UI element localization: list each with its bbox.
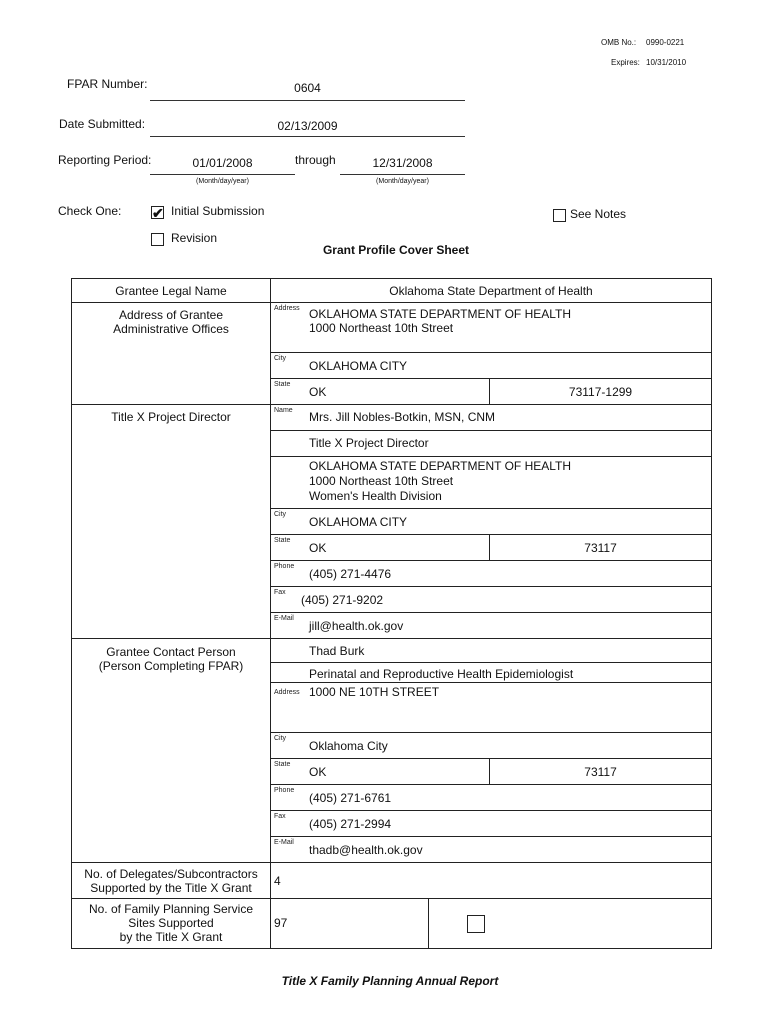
date-submitted-value: 02/13/2009 [277,119,338,133]
name-tag: Name [274,407,293,414]
project-director-label: Title X Project Director [111,410,231,424]
delegates-sublabel: Supported by the Title X Grant [90,881,252,895]
director-phone[interactable]: (405) 271-4476 [309,567,392,581]
contact-city-tag: City [274,735,287,742]
director-fax[interactable]: (405) 271-9202 [301,593,384,607]
sites-value[interactable]: 97 [274,916,288,930]
director-zip[interactable]: 73117 [584,541,617,555]
city-tag: City [274,355,287,362]
grantee-legal-name[interactable]: Oklahoma State Department of Health [389,284,593,298]
see-notes-checkbox[interactable] [553,209,566,222]
contact-phone[interactable]: (405) 271-6761 [309,791,392,805]
city-value[interactable]: OKLAHOMA CITY [309,359,408,373]
contact-person-sublabel: (Person Completing FPAR) [98,659,244,673]
omb-label: OMB No.: [601,38,637,47]
initial-submission-checkbox[interactable] [151,206,164,219]
see-notes-label: See Notes [570,207,627,221]
director-name[interactable]: Mrs. Jill Nobles-Botkin, MSN, CNM [309,410,496,424]
checkmark-icon: ✔ [152,205,164,221]
contact-title[interactable]: Perinatal and Reproductive Health Epidemiologist [309,667,574,681]
contact-fax-tag: Fax [274,813,286,820]
zip-value[interactable]: 73117-1299 [568,385,633,399]
director-title[interactable]: Title X Project Director [309,436,429,450]
through-label: through [295,153,336,167]
address-admin-label: Address of Grantee Administrative Offices [113,308,229,336]
period-start-value: 01/01/2008 [192,156,253,170]
contact-fax[interactable]: (405) 271-2994 [309,817,392,831]
expires-label: Expires: [611,58,640,67]
grant-profile-table [71,278,712,949]
state-tag: State [274,381,291,388]
fpar-number-label: FPAR Number: [67,77,148,91]
contact-phone-tag: Phone [274,787,295,794]
address-line-2[interactable]: 1000 Northeast 10th Street [309,321,454,335]
fpar-number-value: 0604 [294,81,321,95]
footer-title: Title X Family Planning Annual Report [281,974,499,988]
contact-address-tag: Address [274,689,300,696]
contact-zip[interactable]: 73117 [584,765,617,779]
delegates-value[interactable]: 4 [274,874,281,888]
period-end-field[interactable] [340,155,465,175]
delegates-label: No. of Delegates/Subcontractors [84,867,258,881]
director-email[interactable]: jill@health.ok.gov [309,619,404,633]
fpar-number-field[interactable] [150,80,465,101]
director-address-2[interactable]: 1000 Northeast 10th Street [309,474,454,488]
contact-email-tag: E-Mail [274,839,294,846]
contact-state[interactable]: OK [309,765,327,779]
director-city[interactable]: OKLAHOMA CITY [309,515,408,529]
omb-number: 0990-0221 [646,38,685,47]
date-submitted-field[interactable] [150,118,465,137]
period-end-value: 12/31/2008 [372,156,433,170]
start-format-hint: (Month/day/year) [196,178,249,185]
director-address-1[interactable]: OKLAHOMA STATE DEPARTMENT OF HEALTH [309,459,572,473]
contact-state-tag: State [274,761,291,768]
contact-city[interactable]: Oklahoma City [309,739,388,753]
contact-email[interactable]: thadb@health.ok.gov [309,843,423,857]
period-start-field[interactable] [150,155,295,175]
director-state-tag: State [274,537,291,544]
contact-person-label: Grantee Contact Person [106,645,236,659]
director-state[interactable]: OK [309,541,327,555]
sites-checkbox[interactable] [467,915,485,933]
director-city-tag: City [274,511,287,518]
grantee-legal-name-label: Grantee Legal Name [115,284,227,298]
director-fax-tag: Fax [274,589,286,596]
sites-label: No. of Family Planning Service [88,902,254,916]
address-line-1[interactable]: OKLAHOMA STATE DEPARTMENT OF HEALTH [309,307,572,321]
contact-address[interactable]: 1000 NE 10TH STREET [309,685,440,699]
sites-sublabel-2: by the Title X Grant [119,930,223,944]
reporting-period-label: Reporting Period: [58,153,152,167]
revision-label: Revision [171,231,218,245]
page-title: Grant Profile Cover Sheet [322,243,470,257]
date-submitted-label: Date Submitted: [59,117,146,131]
initial-submission-label: Initial Submission [171,204,265,218]
state-value[interactable]: OK [309,385,327,399]
check-one-label: Check One: [58,204,122,218]
expires-date: 10/31/2010 [646,58,687,67]
address-tag: Address [274,305,300,312]
end-format-hint: (Month/day/year) [376,178,429,185]
contact-name[interactable]: Thad Burk [309,644,365,658]
director-email-tag: E-Mail [274,615,294,622]
sites-sublabel-1: Sites Supported [128,916,214,930]
director-phone-tag: Phone [274,563,295,570]
director-address-3[interactable]: Women's Health Division [309,489,442,503]
